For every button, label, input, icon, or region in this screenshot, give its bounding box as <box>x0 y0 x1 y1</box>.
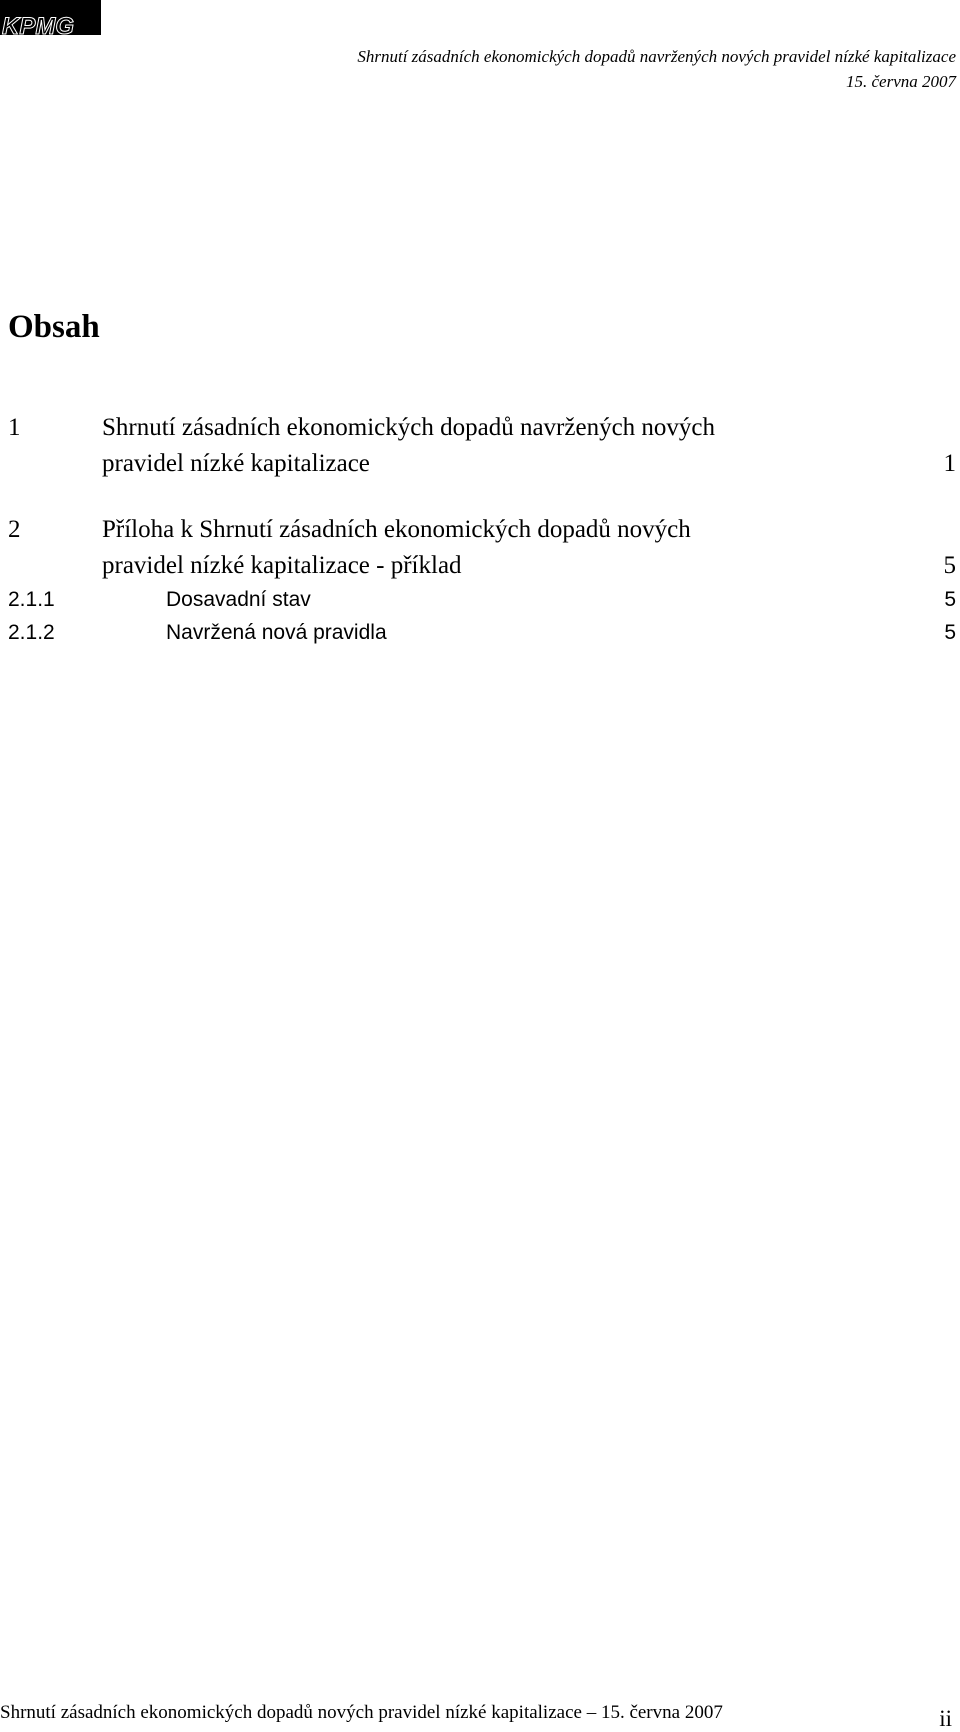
toc-entry-line: Příloha k Shrnutí zásadních ekonomických dopadů nových <box>102 516 691 543</box>
toc-subentry-page: 5 <box>944 588 956 611</box>
toc-entry-line: pravidel nízké kapitalizace <box>102 450 370 477</box>
toc-entry-line: pravidel nízké kapitalizace - příklad <box>102 552 462 579</box>
toc-entry[interactable] <box>8 410 956 482</box>
footer-page-number: ii <box>939 1706 952 1731</box>
toc-entry-page: 5 <box>943 552 956 579</box>
toc-entry-title <box>102 512 691 584</box>
toc-subentry[interactable] <box>8 585 956 615</box>
toc-subentry-page: 5 <box>944 621 956 644</box>
toc-subentry-title: Navržená nová pravidla <box>166 621 387 644</box>
toc-heading: Obsah <box>8 309 100 345</box>
toc-subentry-title: Dosavadní stav <box>166 588 311 611</box>
header-title: Shrnutí zásadních ekonomických dopadů navržených nových pravidel nízké kapitalizace <box>357 47 956 66</box>
footer-text: Shrnutí zásadních ekonomických dopadů nových pravidel nízké kapitalizace – 15. června 2007 <box>0 1702 723 1723</box>
toc-subentry[interactable] <box>8 618 956 648</box>
toc-entry-title <box>102 410 715 482</box>
toc-entry-line: Shrnutí zásadních ekonomických dopadů navržených nových <box>102 414 716 441</box>
toc-entry-number: 2 <box>8 516 21 543</box>
kpmg-logo <box>0 0 101 40</box>
toc-entry-page: 1 <box>943 450 956 477</box>
toc-subentry-number: 2.1.2 <box>8 621 55 644</box>
logo-text: KPMG <box>2 13 74 40</box>
toc-entry-number: 1 <box>8 414 21 441</box>
header-date: 15. června 2007 <box>845 72 956 91</box>
page-footer <box>0 1700 960 1731</box>
toc-subentry-number: 2.1.1 <box>8 588 55 611</box>
toc-entry[interactable] <box>8 512 956 584</box>
